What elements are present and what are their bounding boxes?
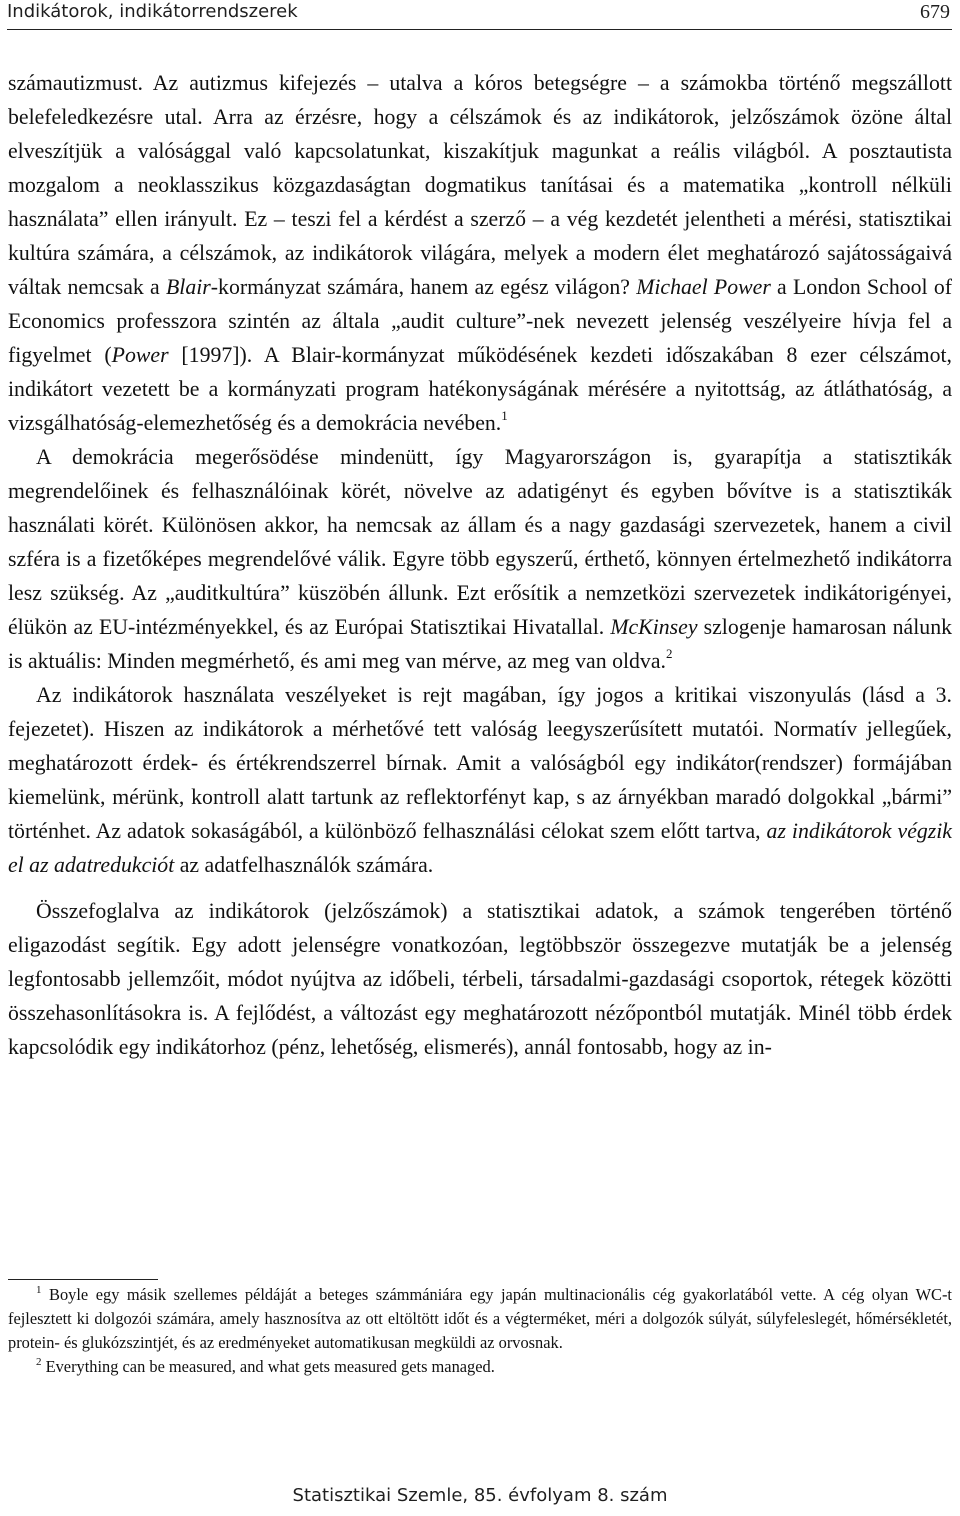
footnotes — [8, 1283, 952, 1379]
footnote-marker-2: 2 — [36, 1356, 42, 1368]
header-rule — [7, 29, 952, 30]
footnote-rule — [8, 1279, 158, 1280]
body-text — [8, 66, 952, 1064]
paragraph-1-text: számautizmust. Az autizmus kifejezés – utalva a kóros betegségre – a számokba történő megszállott belefeledkezésre utal. Arra az érzésre, hogy a célszámok és az indikátorok, jelzőszámok özöne által elveszítjük a valósággal való kapcsolatunkat, kiszakítjuk magunkat a reális világból. A posztautista mozgalom a neoklasszikus közgazdaságtan dogmatikus tanításai és a matematika „kontroll nélküli használata” ellen irányult. Ez – teszi fel a kérdést a szerző – a vég kezdetét jelentheti a mérési, statisztikai kultúra számára, a célszámok, az indikátorok világára, melyek a modern élet meghatározó sajátosságaivá váltak nemcsak a — [8, 71, 952, 299]
running-footer: Statisztikai Szemle, 85. évfolyam 8. szám — [292, 1485, 668, 1506]
italic-blair: Blair — [165, 275, 211, 299]
italic-power-ref: Power — [111, 343, 169, 367]
paragraph-2-text: A demokrácia megerősödése mindenütt, így Magyarországon is, gyarapítja a statisztikák megrendelőinek és felhasználóinak körét, növelve az adatigényt és egyben bővítve is a statisztikák használati körét. Különösen akkor, ha nemcsak az állam és a nagy gazdasági szervezetek, hanem a civil szféra is a fizetőképes megrendelővé válik. Egyre több egyszerű, érthető, könnyen értelmezhető indikátorra lesz szükség. Az „auditkultúra” küszöbén állunk. Ezt erősítik a nemzetközi szervezetek indikátorigényei, élükön az EU-intézményekkel, és az Európai Statisztikai Hivatallal. — [8, 445, 952, 639]
paragraph-3-text: Az indikátorok használata veszélyeket is rejt magában, így jogos a kritikai viszonyulás (lásd a 3. fejezetet). Hiszen az indikátorok a mérhetővé tett valóság leegyszerűsített mutatói. Normatív jellegűek, meghatározott érdek- és értékrendszerrel bírnak. Amit a valóságból egy indikátor(rendszer) formájában kiemelünk, mérünk, kontroll alatt tartunk az reflektorfényt kap, s az árnyékban maradó dolgokkal „bármi” történhet. Az adatok sokaságából, a különböző felhasználási célokat szem előtt tartva, — [8, 683, 952, 843]
footnote-1-text: Boyle egy másik szellemes példáját a beteges számmániára egy japán multinacionális cég gyakorlatából vette. A cég olyan WC-t fejlesztett ki dolgozói számára, amely hasznosítva az ott eltöltött időt és a végterméket, méri a dolgozók súlyát, súlyfeleslegét, hőmérsékletét, protein- és glukózszintjét, és az eredményeket automatikusan megküldi az orvosnak. — [8, 1285, 952, 1352]
footnote-2 — [8, 1355, 952, 1379]
running-header-title: Indikátorok, indikátorrendszerek — [7, 1, 298, 22]
footnote-2-text: Everything can be measured, and what gets measured gets managed. — [41, 1357, 495, 1376]
footnote-marker-1: 1 — [36, 1284, 42, 1296]
paragraph-4-text: Összefoglalva az indikátorok (jelzőszámok) a statisztikai adatok, a számok tengerében történő eligazodást segítik. Egy adott jelenségre vonatkozóan, legtöbbször összegezve mutatják be a jelenség legfontosabb jellemzőit, módot nyújtva az időbeli, térbeli, társadalmi-gazdasági csoportok, rétegek közötti összehasonlításokra is. A fejlődést, a változást egy meghatározott nézőpontból mutatják. Minél több érdek kapcsolódik egy indikátorhoz (pénz, lehetőség, elismerés), annál fontosabb, hogy az in- — [8, 899, 952, 1059]
paragraph-1-text: a London School of Economics professzora szintén az általa „audit culture”-nek nevezett jelenség veszélyeire hívja fel a figyelmet ( — [8, 275, 953, 367]
paragraph-1 — [8, 66, 952, 440]
paragraph-3 — [8, 678, 952, 882]
footnote-1 — [8, 1283, 952, 1355]
italic-mckinsey: McKinsey — [610, 615, 698, 639]
italic-michael-power: Michael Power — [636, 275, 771, 299]
paragraph-4 — [8, 894, 952, 1064]
paragraph-3-text: az adatfelhasználók számára. — [174, 853, 434, 877]
footnote-ref-1[interactable]: 1 — [501, 408, 508, 423]
paragraph-2 — [8, 440, 952, 678]
paragraph-2-text: szlogenje hamarosan nálunk is aktuális: Minden megmérhető, és ami meg van mérve, az meg van oldva. — [8, 615, 952, 673]
paragraph-1-text: -kormányzat számára, hanem az egész világon? — [210, 275, 637, 299]
footnote-ref-2[interactable]: 2 — [665, 646, 673, 661]
page-number: 679 — [920, 1, 950, 23]
italic-emphasis: az indikátorok végzik el az adatredukciót — [8, 819, 952, 877]
paragraph-1-text: [1997]). A Blair-kormányzat működésének kezdeti időszakában 8 ezer célszámot, indikátort vezetett be a kormányzati program hatékonyságának mérésére a nyitottság, az átláthatóság, a vizsgálhatóság-elemezhetőség és a demokrácia nevében. — [8, 343, 952, 435]
